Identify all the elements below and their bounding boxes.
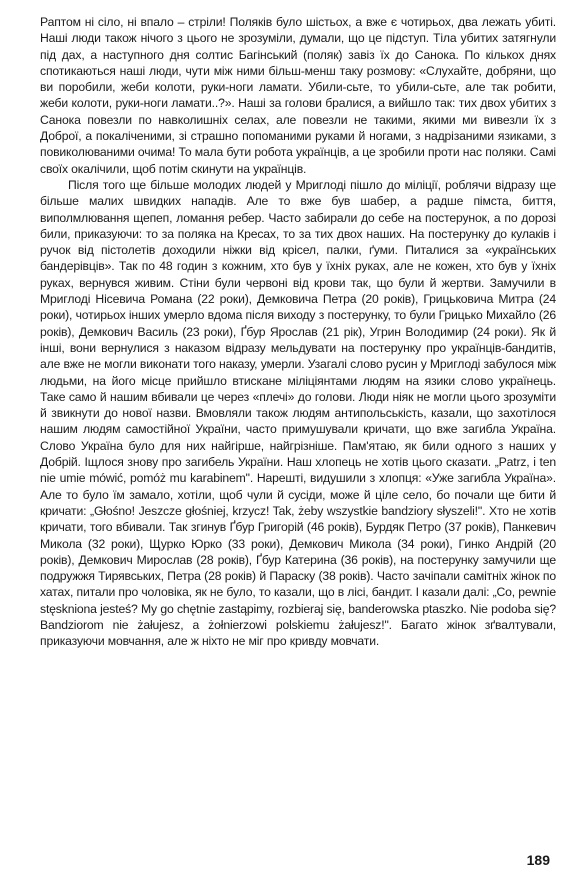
book-page <box>40 14 556 884</box>
page-number: 189 <box>526 852 550 868</box>
paragraph-1: Раптом ні сіло, ні впало – стріли! Поляків було шістьох, а вже є чотирьох, два лежать убиті. Наші люди також нічого з цього не зрозуміли, думали, що це підступ. Тіла убитих затягнули під дах, а наступного дня солтис Багінський (поляк) завіз їх до Санока. По кількох днях спотикаються наші люди, чути між ними більш-менш таку розмову: «Слухайте, добряни, що ви поробили, жеби колоти, руки-ноги ламати. Убили-сьте, то убили-сьте, але так робити, жеби колоти, руки-ноги ламати..?». Наші за голови бралися, а вийшло так: тих двох убитих з Санока повезли по навколишніх селах, але повезли не такими, якими ми вивезли їх з Доброї, а покаліченими, зі страшно попоманими руками й ногами, з надрізаними язиками, з повиколюваними очима! То мала бути робота українців, а це зробили проти нас поляки. Самі своїх окалічили, щоб потім скинути на українців. <box>40 15 556 176</box>
body-text <box>40 14 556 650</box>
paragraph-2: Після того ще більше молодих людей у Мриглоді пішло до міліції, роблячи відразу ще більше малих швидких нападів. Але то вже був шабер, а радше пімста, биття, виполмлювання щепеп, ломання ребер. Часто забирали до себе на постерунок, а по дорозі били, приказуючи: то за поляка на Кресах, то за тих двох наших. На постерунку до кулаків і ручок від пістолетів доходили ніжки від крісел, палки, ґуми. Питалися за «українських бандерівців». Так по 48 годин з кожним, хто був у їхніх руках, але не кожен, хто був у їхніх руках, вернувся живим. Стіни були червоні від крови так, що були й жертви. Замучили в Мриглоді Нісевича Романа (22 роки), Демковича Петра (20 років), Грицьковича Митра (24 роки), чотирьох інших умерло вдома після виходу з постерунку, то були Грицько Михайло (26 років), Демкович Василь (23 роки), Ґбур Ярослав (21 рік), Угрин Володимир (24 роки). Як й інші, вони вернулися з наказом відразу мельдувати на постерунку про українців-бандитів, але вже не могли виконати того наказу, умерли. Узагалі слово русин у Мриглоді забулося між людьми, на його місце прийшло втискане міліціянтами людям на язики слово українець. Таке само й нашим вбивали це через «плечі» до голови. Люди ніяк не могли цього зрозуміти й звикнути до нової назви. Вмовляли також людям антипольськість, казали, що захотілося нашим людям самостійної України, часто примушували кричати, що вже загибла Україна. Слово Україна було для них найгірше, найгрізніше. Пам'ятаю, як били одного з наших у Добрій. Іщлося знову про загибель України. Наш хлопець не хотів цього сказати. „Patrz, i ten nie umie mówić, pomóż mu karabinem". Нарешті, видушили з хлопця: «Уже загибла Україна». Але то було їм замало, хотіли, щоб чули й сусіди, може й ціле село, бо почали ще бити й кричати: „Głośno! Jeszcze głośniej, krzycz! Tak, żeby wszystkie bandziory słyszeli!". Хто не хотів кричати, того вбивали. Так згинув Ґбур Григорій (46 років), Бурдяк Петро (37 років), Панкевич Микола (32 роки), Щурко Юрко (33 роки), Демкович Микола (34 роки), Гинко Андрій (20 років), Демкович Мирослав (28 років), Ґбур Катерина (36 років), на постерунку замучили ще подружжя Тирявських, Петра (28 років) й Параску (38 років). Часто зачіпали самітніх жінок по хатах, питали про чоловіка, як не було, то казали, що в лісі, бандит. І казали далі: „Co, pewnie stęskniona jesteś? My go chętnie zastąpimy, rozbieraj się, banderowska ptaszko. Nie podoba się? Bandziorom nie żałujesz, a żołnierzowi polskiemu żałujesz!". Багато жінок зґвалтували, приказуючи мовчання, але ж ніхто не міг про кривду мовчати. <box>40 177 556 649</box>
